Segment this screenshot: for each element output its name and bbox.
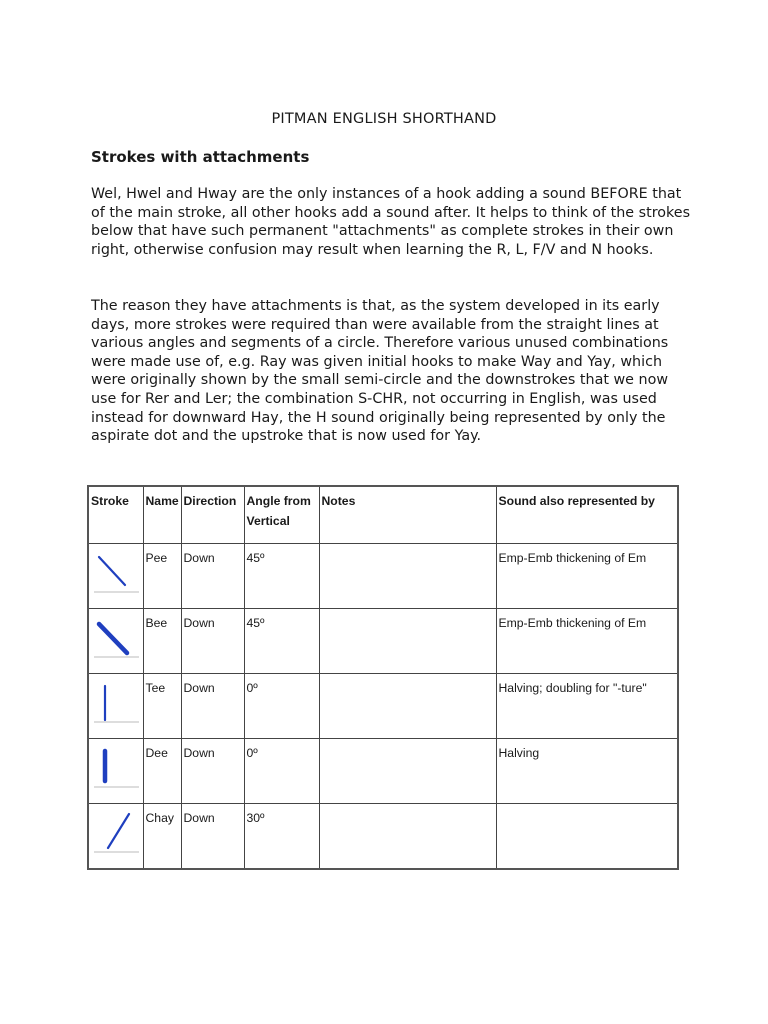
stroke-cell xyxy=(88,804,143,870)
cell-sound: Emp-Emb thickening of Em xyxy=(496,544,678,609)
table-row xyxy=(88,609,678,674)
cell-angle: 0º xyxy=(244,739,319,804)
cell-angle: 30º xyxy=(244,804,319,870)
chay-stroke-icon xyxy=(92,808,140,860)
cell-notes xyxy=(319,544,496,609)
pee-stroke-icon xyxy=(92,548,140,600)
cell-notes xyxy=(319,739,496,804)
header-name: Name xyxy=(143,486,181,544)
cell-notes xyxy=(319,609,496,674)
cell-name: Chay xyxy=(143,804,181,870)
cell-notes xyxy=(319,804,496,870)
cell-angle: 0º xyxy=(244,674,319,739)
table-row xyxy=(88,739,678,804)
table-header-row xyxy=(88,486,678,544)
stroke-cell xyxy=(88,739,143,804)
stroke-cell xyxy=(88,544,143,609)
stroke-cell xyxy=(88,674,143,739)
strokes-table xyxy=(87,485,679,870)
cell-sound xyxy=(496,804,678,870)
table-row xyxy=(88,544,678,609)
cell-name: Pee xyxy=(143,544,181,609)
document-title: PITMAN ENGLISH SHORTHAND xyxy=(271,111,497,127)
paragraph-2: The reason they have attachments is that, as the system developed in its early days, more strokes were required than were available from the straight lines at various angles and segments of a circle. Therefore various unused combinations were made use of, e.g. Ray was given initial hooks to make Way and Yay, which were originally shown by the small semi-circle and the downstrokes that we now use for Rer and Ler; the combination S-CHR, not occurring in English, was used instead for downward Hay, the H sound originally being represented by only the aspirate dot and the upstroke that is now used for Yay. xyxy=(91,298,669,445)
cell-name: Bee xyxy=(143,609,181,674)
cell-sound: Halving; doubling for "-ture" xyxy=(496,674,678,739)
cell-direction: Down xyxy=(181,739,244,804)
paragraph-1: Wel, Hwel and Hway are the only instances of a hook adding a sound BEFORE that of the main stroke, all other hooks add a sound after. It helps to think of the strokes below that have such permanent "attachments" as complete strokes in their own right, otherwise confusion may result when learning the R, L, F/V and N hooks. xyxy=(91,186,691,258)
cell-name: Dee xyxy=(143,739,181,804)
cell-direction: Down xyxy=(181,544,244,609)
bee-stroke-icon xyxy=(92,613,140,665)
header-angle: Angle from Vertical xyxy=(244,486,319,544)
table-row xyxy=(88,674,678,739)
stroke-cell xyxy=(88,609,143,674)
section-heading: Strokes with attachments xyxy=(91,148,310,166)
cell-direction: Down xyxy=(181,804,244,870)
header-direction: Direction xyxy=(181,486,244,544)
header-stroke: Stroke xyxy=(88,486,143,544)
cell-name: Tee xyxy=(143,674,181,739)
dee-stroke-icon xyxy=(92,743,140,795)
cell-sound: Emp-Emb thickening of Em xyxy=(496,609,678,674)
cell-direction: Down xyxy=(181,609,244,674)
tee-stroke-icon xyxy=(92,678,140,730)
header-sound: Sound also represented by xyxy=(496,486,678,544)
cell-sound: Halving xyxy=(496,739,678,804)
table-row xyxy=(88,804,678,870)
cell-angle: 45º xyxy=(244,544,319,609)
cell-angle: 45º xyxy=(244,609,319,674)
cell-direction: Down xyxy=(181,674,244,739)
cell-notes xyxy=(319,674,496,739)
header-notes: Notes xyxy=(319,486,496,544)
